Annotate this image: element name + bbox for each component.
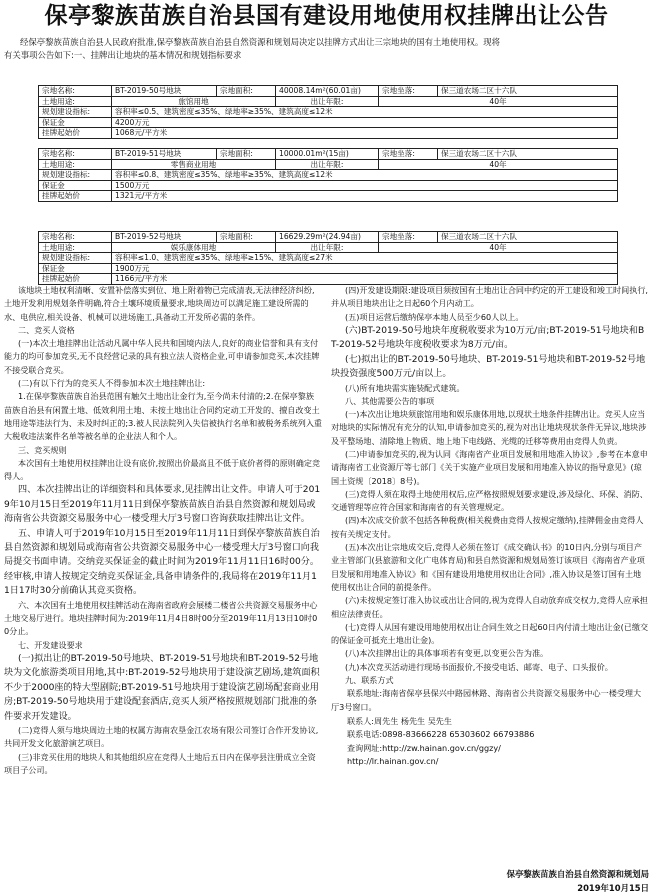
contact-url-2[interactable]: http://lr.hainan.gov.cn/ — [347, 756, 439, 767]
table-row: 宗地名称: BT-2019-52号地块 宗地面积: 16629.29m²(24.94亩) 宗地坐落: 保三道农场二区十六队 — [39, 232, 618, 243]
table-row: 土地用途: 零售商业用地 出让年限: 40年 — [39, 159, 618, 170]
parcel-name: BT-2019-52号地块 — [112, 232, 217, 243]
table-row: 挂牌起始价 1321元/平方米 — [39, 191, 618, 202]
paragraph: (一)本次土地挂牌出让活动凡属中华人民共和国境内法人,良好的商业信誉和具有支付能力的均可参加竞买,无不良经营记录的具有独立法人资格企业,可申请参加竞买,本次挂牌不接受联合竞买。 — [4, 338, 320, 375]
parcel-location: 保三道农场二区十六队 — [438, 86, 618, 97]
paragraph: (三)非竞买住用的地块人和其他组织应在竞得人土地后五日内在保亭县注册成立全资项目子公司。 — [4, 751, 316, 775]
paragraph: 四、本次挂牌出让的详细资料和具体要求,见挂牌出让文件。申请人可于2019年10月15日至2019年11月11日到保亭黎族苗族自治县自然资源和规划局或海南省公共资源交易服务中心一楼受理大厅3号窗口咨询获取挂牌出让文件。 — [4, 485, 321, 525]
paragraph: (五)本次出让宗地成交后,竞得人必须在签订《成交确认书》的10日内,分别与项目产业主管部门(县旅游和文化广电体育局)和县自然资源和规划局签订该项目《海南省产业项目发展和用地准入协议》和《国有建设用地使用权出让合同》,准入协议是签订国有土地使用权出让合同的前提条件。 — [331, 542, 645, 592]
parcel-start-price: 1321元/平方米 — [112, 191, 618, 202]
table-row: 规划建设指标: 容积率≤0.5、建筑密度≤35%、绿地率≥35%、建筑高度≤12米 — [39, 107, 618, 118]
parcel-deposit: 1500万元 — [112, 180, 618, 191]
parcel-area: 16629.29m²(24.94亩) — [276, 232, 379, 243]
parcel-use: 娱乐康体用地 — [112, 242, 276, 253]
intro-paragraph — [4, 36, 649, 62]
paragraph: (八)本次挂牌出让的具体事项若有变更,以变更公告为准。 — [345, 648, 549, 659]
parcel-deposit: 1900万元 — [112, 263, 618, 274]
parcel-table-51 — [38, 148, 618, 202]
parcel-planning: 容积率≤0.5、建筑密度≤35%、绿地率≥35%、建筑高度≤12米 — [112, 107, 618, 118]
signature-block — [405, 868, 649, 895]
paragraph: 六、本次国有土地使用权挂牌活动在海南省政府会展楼二楼省公共资源交易服务中心土地交易厅进行。地块挂牌时间为:2019年11月4日8时00分至2019年11月13日10时00分止。 — [4, 599, 318, 637]
paragraph: 五、申请人可于2019年10月15日至2019年11月11日到保亭黎族苗族自治县自然资源和规划局或海南省公共资源交易服务中心一楼受理大厅3号窗口向我局提交书面申请。交纳竞买保证金的截止时间为2019年11月11日16时00分。经审核,申请人按规定交纳竞买保证金,具备申请条件的,我局将在2019年11月11日17时30分前确认其竞买资格。 — [4, 528, 320, 597]
parcel-start-price: 1068元/平方米 — [112, 128, 618, 139]
parcel-term: 40年 — [379, 96, 618, 107]
table-row: 挂牌起始价 1068元/平方米 — [39, 128, 618, 139]
paragraph: (四)本次成交价款不包括各种税费(相关税费由竞得人按规定缴纳),挂牌佣金由竞得人按有关规定支付。 — [331, 515, 644, 539]
table-row: 保证金 4200万元 — [39, 117, 618, 128]
paragraph: (九)本次竞买活动进行现场书面报价,不接受电话、邮寄、电子、口头报价。 — [345, 661, 613, 672]
paragraph: (八)所有地块需实施装配式建筑。 — [345, 382, 465, 393]
paragraph: (七)竞得人从国有建设用地使用权出让合同生效之日起60日内付清土地出让金(已缴交的保证金可抵充土地出让金)。 — [331, 621, 649, 646]
section-heading: 二、竞买人资格 — [18, 324, 75, 335]
paragraph: (七)拟出让的BT-2019-50号地块、BT-2019-51号地块和BT-2019-52号地块投资强度500万元/亩以上。 — [331, 354, 646, 380]
table-row: 土地用途: 旅馆用地 出让年限: 40年 — [39, 96, 618, 107]
parcel-planning: 容积率≤0.8、建筑密度≤35%、绿地率≥35%、建筑高度≤12米 — [112, 170, 618, 181]
parcel-term: 40年 — [379, 242, 618, 253]
table-row: 挂牌起始价 1166元/平方米 — [39, 274, 618, 285]
parcel-location: 保三道农场二区十六队 — [438, 232, 618, 243]
contact-people: 联系人:周先生 杨先生 吴先生 — [347, 715, 452, 726]
body-columns — [4, 284, 649, 868]
issuing-organization: 保亭黎族苗族自治县自然资源和规划局 — [506, 869, 649, 879]
paragraph: (一)本次出让地块须旅馆用地和娱乐康体用地,以现状土地条件挂牌出让。竞买人应当对地块的实际情况有充分的认知,申请参加竞买的,视为对出让地块现状条件无异议,地块涉及平整场地、清除地上物质、地上地下电线路、光缆的迁移等费用由竞得人负责。 — [331, 409, 647, 446]
paragraph: (二)竞得人须与地块周边土地的权属方海南农垦金江农场有限公司签订合作开发协议,共同开发文化旅游演艺项目。 — [4, 724, 319, 749]
parcel-use: 旅馆用地 — [112, 96, 276, 107]
paragraph: (二)申请参加竞买的,视为认同《海南省产业项目发展和用地准入协议》,参考在本意申请海南省工业资源厅等七部门《关于实施产业项目发展和用地准入协议的指导意见》(琼国土资规〔2018〕8号)。 — [331, 449, 648, 486]
parcel-area: 40008.14m²(60.01亩) — [276, 86, 379, 97]
paragraph: (六)BT-2019-50号地块年度税收要求为10万元/亩;BT-2019-51号地块和BT-2019-52号地块年度税收要求为8万元/亩。 — [331, 325, 645, 351]
intro-line-2: 有关事项公告如下:一、挂牌出让地块的基本情况和规划指标要求 — [4, 50, 242, 60]
table-row: 宗地名称: BT-2019-50号地块 宗地面积: 40008.14m²(60.01亩) 宗地坐落: 保三道农场二区十六队 — [39, 86, 618, 97]
issue-date: 2019年10月15日 — [577, 882, 649, 893]
contact-url-1[interactable]: 查询网址:http://zw.hainan.gov.cn/ggzy/ — [347, 742, 501, 753]
contact-phone[interactable]: 联系电话:0898-83666228 65303602 66793886 — [347, 729, 535, 740]
parcel-start-price: 1166元/平方米 — [112, 274, 618, 285]
paragraph: 1.在保亭黎族苗族自治县范围有触欠土地出让金行为,至今尚未付清的;2.在保亭黎族苗族自治县有闲置土地、低效利用土地、未按土地出让合同约定动工开发的、擅自改变土地用途等违法行为、未及时纠正的;3.被人民法院列入失信被执行名单和被税务系统列入重大税收违法案件名单等被名单的企业法人和个人。 — [4, 391, 322, 442]
parcel-use: 零售商业用地 — [112, 159, 276, 170]
table-row: 宗地名称: BT-2019-51号地块 宗地面积: 10000.01m²(15亩) 宗地坐落: 保三道农场二区十六队 — [39, 149, 618, 160]
contact-address: 联系地址:海南省保亭县保兴中路园林路、海南省公共资源交易服务中心一楼受理大厅3号窗口。 — [331, 688, 642, 712]
paragraph: (三)竞得人须在取得土地使用权后,应严格按照规划要求建设,涉及绿化、环保、消防、交通管理等应符合国家和海南省的有关管理规定。 — [331, 488, 648, 513]
parcel-name: BT-2019-51号地块 — [112, 149, 217, 160]
table-row: 保证金 1900万元 — [39, 263, 618, 274]
parcel-table-50 — [38, 85, 618, 139]
parcel-deposit: 4200万元 — [112, 117, 618, 128]
notice-title: 保亭黎族苗族自治县国有建设用地使用权挂牌出让公告 — [44, 3, 609, 29]
paragraph: (四)开发建设期限:建设项目须按国有土地出让合同中约定的开工建设和竣工时间执行,并从项目地块出让之日起60个月内动工。 — [331, 285, 648, 309]
table-row: 规划建设指标: 容积率≤1.0、建筑密度≤35%、绿地率≥15%、建筑高度≤27米 — [39, 253, 618, 264]
section-heading: 七、开发建设要求 — [18, 639, 83, 650]
paragraph: (五)项目运营后缴纳保亭本地人员至少60人以上。 — [345, 311, 524, 322]
intro-line-1: 经保亭黎族苗族自治县人民政府批准,保亭黎族苗族自治县自然资源和规划局决定以挂牌方式出让三宗地块的国有土地使用权。现将 — [20, 37, 501, 47]
right-column — [331, 284, 649, 868]
parcel-location: 保三道农场二区十六队 — [438, 149, 618, 160]
section-heading: 九、联系方式 — [345, 675, 394, 686]
parcel-area: 10000.01m²(15亩) — [276, 149, 379, 160]
parcel-term: 40年 — [379, 159, 618, 170]
paragraph: (一)拟出让的BT-2019-50号地块、BT-2019-51号地块和BT-2019-52号地块为文化旅游类项目用地,其中:BT-2019-52号地块用于建设演艺剧场,建筑面积不少于2000座的特大型剧院;BT-2019-51号地块用于建设演艺剧场配套商业用房;BT-2019-50号地块用于建设配套酒店,竞买人须严格按照规划部门批准的条件要求开发建设。 — [4, 653, 320, 722]
paragraph: 本次国有土地使用权挂牌出让设有底价,按照出价最高且不低于底价者得的原则确定竞得人。 — [4, 457, 321, 482]
paragraph: (六)未按规定签订准入协议或出让合同的,视为竞得人自动放弃成交权力,竞得人应承担相应法律责任。 — [331, 595, 648, 619]
section-heading: 八、其他需要公告的事项 — [345, 395, 435, 406]
table-row: 土地用途: 娱乐康体用地 出让年限: 40年 — [39, 242, 618, 253]
parcel-name: BT-2019-50号地块 — [112, 86, 217, 97]
paragraph: (二)有以下行为的竞买人不得参加本次土地挂牌出让: — [18, 378, 206, 389]
left-column — [4, 284, 322, 868]
paragraph: 该地块土地权利清晰、安置补偿落实到位、地上附着物已完成清表,无法律经济纠纷,土地开发利用规划条件明确,符合土壤环境质量要求,地块周边可以满足施工建设所需的水、电供应,相关设备、机械可以进场施工,具备动工开发所必需的条件。 — [4, 285, 315, 322]
parcel-table-52 — [38, 231, 618, 285]
parcel-planning: 容积率≤1.0、建筑密度≤35%、绿地率≥15%、建筑高度≤27米 — [112, 253, 618, 264]
table-row: 规划建设指标: 容积率≤0.8、建筑密度≤35%、绿地率≥35%、建筑高度≤12米 — [39, 170, 618, 181]
table-row: 保证金 1500万元 — [39, 180, 618, 191]
section-heading: 三、竞买规则 — [18, 444, 67, 455]
